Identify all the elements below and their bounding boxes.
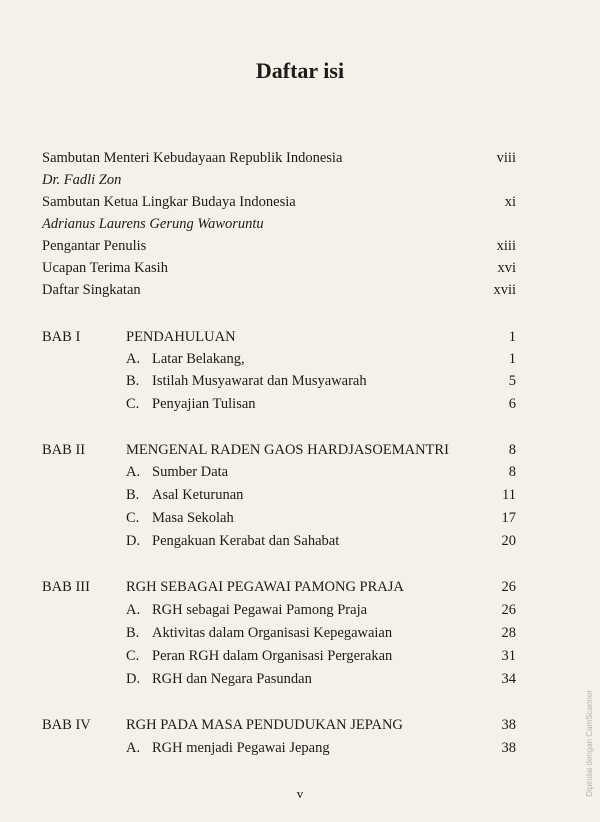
section-letter: B. [126,625,140,641]
chapter-page: 8 [508,442,516,458]
section-letter: B. [126,487,140,503]
front-entry-page: xiii [496,238,516,254]
chapter-title: PENDAHULUAN [126,329,236,345]
section-page: 38 [501,740,516,756]
bleed-through-text [248,12,251,24]
front-entry-author: Adrianus Laurens Gerung Waworuntu [42,216,264,232]
section-letter: C. [126,648,140,664]
section-page: 11 [502,487,516,503]
front-entry-page: xvi [497,260,516,276]
chapter-page: 1 [508,329,516,345]
scanner-watermark: Dipindai dengan CamScanner [585,690,594,797]
front-entry-text: Daftar Singkatan [42,282,141,298]
section-page: 8 [508,464,516,480]
section-page: 20 [501,533,516,549]
section-page: 17 [501,510,516,526]
chapter-number: BAB II [42,442,86,458]
section-page: 28 [501,625,516,641]
section-title: Penyajian Tulisan [152,396,256,412]
front-entry-page: viii [496,150,516,166]
chapter-page: 38 [501,717,516,733]
chapter-title: RGH PADA MASA PENDUDUKAN JEPANG [126,717,403,733]
section-letter: C. [126,510,140,526]
section-letter: C. [126,396,140,412]
section-title: Peran RGH dalam Organisasi Pergerakan [152,648,393,664]
chapter-number: BAB IV [42,717,91,733]
section-title: RGH sebagai Pegawai Pamong Praja [152,602,368,618]
section-title: RGH menjadi Pegawai Jepang [152,740,330,756]
front-entry-text: Sambutan Menteri Kebudayaan Republik Indonesia [42,150,343,166]
section-title: Istilah Musyawarat dan Musyawarah [152,373,367,389]
front-entry-page: xvii [493,282,516,298]
section-page: 31 [501,648,516,664]
section-page: 5 [508,373,516,389]
section-page: 6 [508,396,516,412]
section-title: Aktivitas dalam Organisasi Kepegawaian [152,625,393,641]
section-title: Sumber Data [152,464,229,480]
section-page: 26 [501,602,516,618]
chapter-title: MENGENAL RADEN GAOS HARDJASOEMANTRI [126,442,449,458]
section-letter: A. [126,351,141,367]
section-page: 1 [508,351,516,367]
section-letter: D. [126,533,141,549]
page-title: Daftar isi [255,58,345,83]
section-letter: D. [126,671,141,687]
front-entry-author: Dr. Fadli Zon [42,172,122,188]
front-entry-page: xi [504,194,516,210]
front-entry-text: Ucapan Terima Kasih [42,260,168,276]
front-entry-text: Sambutan Ketua Lingkar Budaya Indonesia [42,194,296,210]
section-letter: B. [126,373,140,389]
chapter-number: BAB I [42,329,81,345]
section-letter: A. [126,464,141,480]
chapter-title: RGH SEBAGAI PEGAWAI PAMONG PRAJA [126,579,404,595]
section-title: Masa Sekolah [152,510,234,526]
section-page: 34 [501,671,516,687]
section-title: RGH dan Negara Pasundan [152,671,312,687]
section-letter: A. [126,740,141,756]
chapter-number: BAB III [42,579,90,595]
page-number: v [296,786,304,801]
front-entry-text: Pengantar Penulis [42,238,147,254]
chapter-page: 26 [501,579,516,595]
section-title: Pengakuan Kerabat dan Sahabat [152,533,340,549]
section-letter: A. [126,602,141,618]
section-title: Asal Keturunan [152,487,244,503]
section-title: Latar Belakang, [152,351,245,367]
